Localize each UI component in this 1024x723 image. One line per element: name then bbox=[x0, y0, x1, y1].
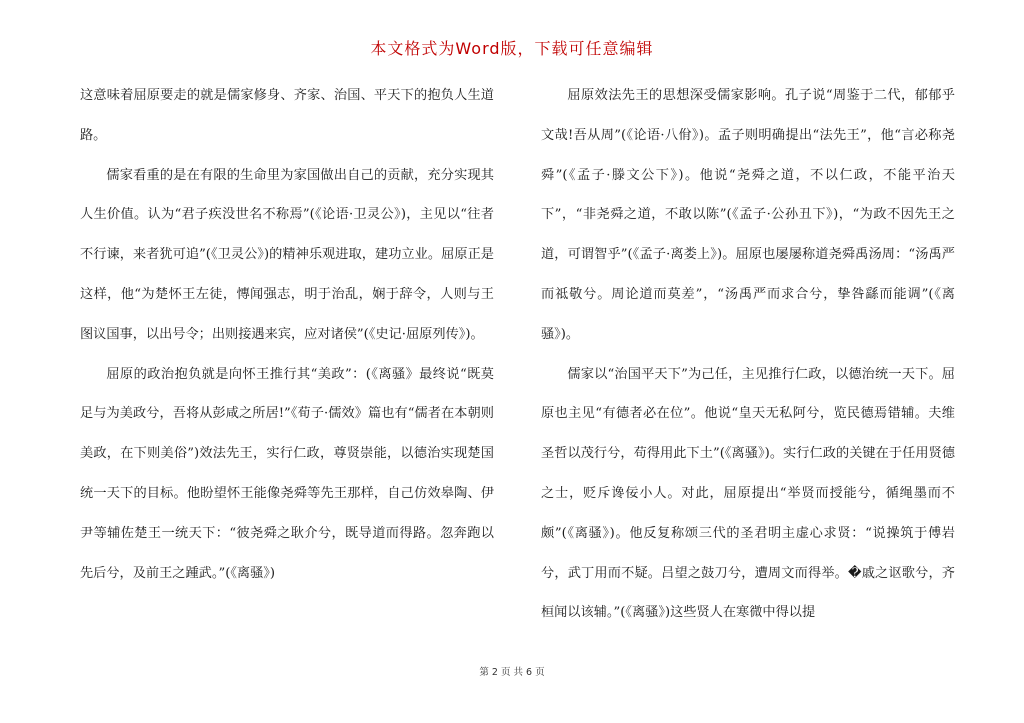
right-paragraph-1: 屈原效法先王的思想深受儒家影响。孔子说“周鉴于二代，郁郁乎文哉!吾从周”(《论语·八佾》)。孟子则明确提出“法先王”，他“言必称尧舜”(《孟子·滕文公下》)。他说“尧舜之道，不以仁政，不能平治天下”，“非尧舜之道，不敢以陈”(《孟子·公孙丑下》)，“为政不因先王之道，可谓智乎”(《孟子·离娄上》)。屈原也屡屡称道尧舜禹汤周：“汤禹严而祗敬兮。周论道而莫差”，“汤禹严而求合兮，挚咎繇而能调”(《离骚》)。 bbox=[541, 88, 955, 342]
page-indicator: 第 2 页 共 6 页 bbox=[479, 667, 545, 678]
left-paragraph-3: 屈原的政治抱负就是向怀王推行其“美政”：(《离骚》最终说“既莫足与为美政兮，吾将从彭咸之所居!”《荀子·儒效》篇也有“儒者在本朝则美政，在下则美俗”)效法先王，实行仁政，尊贤崇能，以德治实现楚国统一天下的目标。他盼望怀王能像尧舜等先王那样，自己仿效皋陶、伊尹等辅佐楚王一统天下：“彼尧舜之耿介兮，既导道而得路。忽奔跑以先后兮，及前王之踵武。”(《离骚》) bbox=[80, 366, 494, 581]
left-text-column bbox=[80, 76, 494, 593]
left-paragraph-1: 这意味着屈原要走的就是儒家修身、齐家、治国、平天下的抱负人生道路。 bbox=[80, 88, 494, 143]
word-format-banner: 本文格式为Word版，下载可任意编辑 bbox=[370, 39, 654, 58]
right-text-column bbox=[541, 76, 955, 633]
left-paragraph-2: 儒家看重的是在有限的生命里为家国做出自己的贡献，充分实现其人生价值。认为“君子疾没世名不称焉”(《论语·卫灵公》)，主见以“往者不行谏，来者犹可追”(《卫灵公》)的精神乐观进取，建功立业。屈原正是这样，他“为楚怀王左徒，慱闻强志，明于治乱，娴于辞令，人则与王图议国事，以出号令；出则接遇来宾，应对诸侯”(《史记·屈原列传》)。 bbox=[80, 167, 494, 342]
right-paragraph-2: 儒家以“治国平天下”为己任，主见推行仁政，以德治统一天下。屈原也主见“有德者必在位”。他说“皇天无私阿兮，览民德焉错辅。夫维圣哲以茂行兮，苟得用此下土”(《离骚》)。实行仁政的关键在于任用贤德之士，贬斥谗佞小人。对此，屈原提出“举贤而授能兮，循绳墨而不颇”(《离骚》)。他反复称颂三代的圣君明主虚心求贤：“说操筑于傅岩兮，武丁用而不疑。吕望之鼓刀兮，遭周文而得举。�戚之讴歌兮，齐桓闻以该辅。”(《离骚》)这些贤人在寒微中得以提 bbox=[541, 366, 955, 621]
